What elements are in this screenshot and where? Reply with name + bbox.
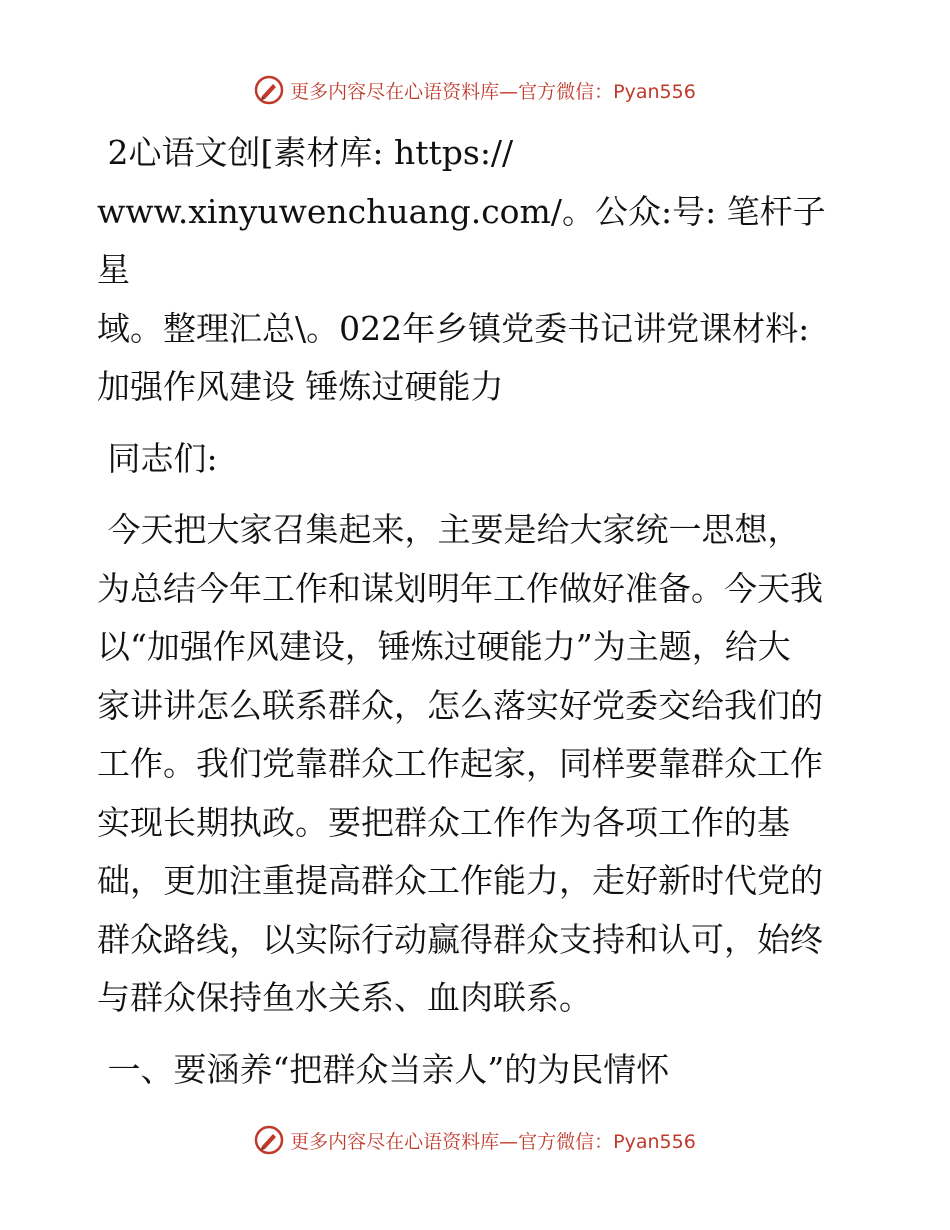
- document-body: [97, 124, 857, 1099]
- intro-paragraph: 今天把大家召集起来，主要是给大家统一思想， 为总结今年工作和谋划明年工作做好准备。今天我 以“加强作风建设，锤炼过硬能力”为主题，给大 家讲讲怎么联系群众，怎么落实好党委交给我们的 工作。我们党靠群众工作起家，同样要靠群众工作 实现长期执政。要把群众工作作为各项工作的基 础，更加注重提高群众工作能力，走好新时代党的 群众路线，以实际行动赢得群众支持和认可，始终 与群众保持鱼水关系、血肉联系。: [97, 510, 823, 1017]
- header-watermark-text: 更多内容尽在心语资料库—官方微信：Pyan556: [290, 80, 696, 103]
- pen-logo-icon: [254, 1125, 284, 1155]
- footer-watermark-banner: [0, 1120, 950, 1160]
- title-paragraph: 2心语文创[素材库: https:// www.xinyuwenchuang.com/。公众:号: 笔杆子星 域。整理汇总\。022年乡镇党委书记讲党课材料: 加强作风建设 锤炼过硬能力: [97, 133, 826, 406]
- header-watermark-banner: [0, 70, 950, 110]
- salutation: 同志们:: [97, 438, 218, 478]
- section-heading-1: 一、要涵养“把群众当亲人”的为民情怀: [97, 1049, 670, 1089]
- footer-watermark-text: 更多内容尽在心语资料库—官方微信：Pyan556: [290, 1130, 696, 1153]
- pen-logo-icon: [254, 75, 284, 105]
